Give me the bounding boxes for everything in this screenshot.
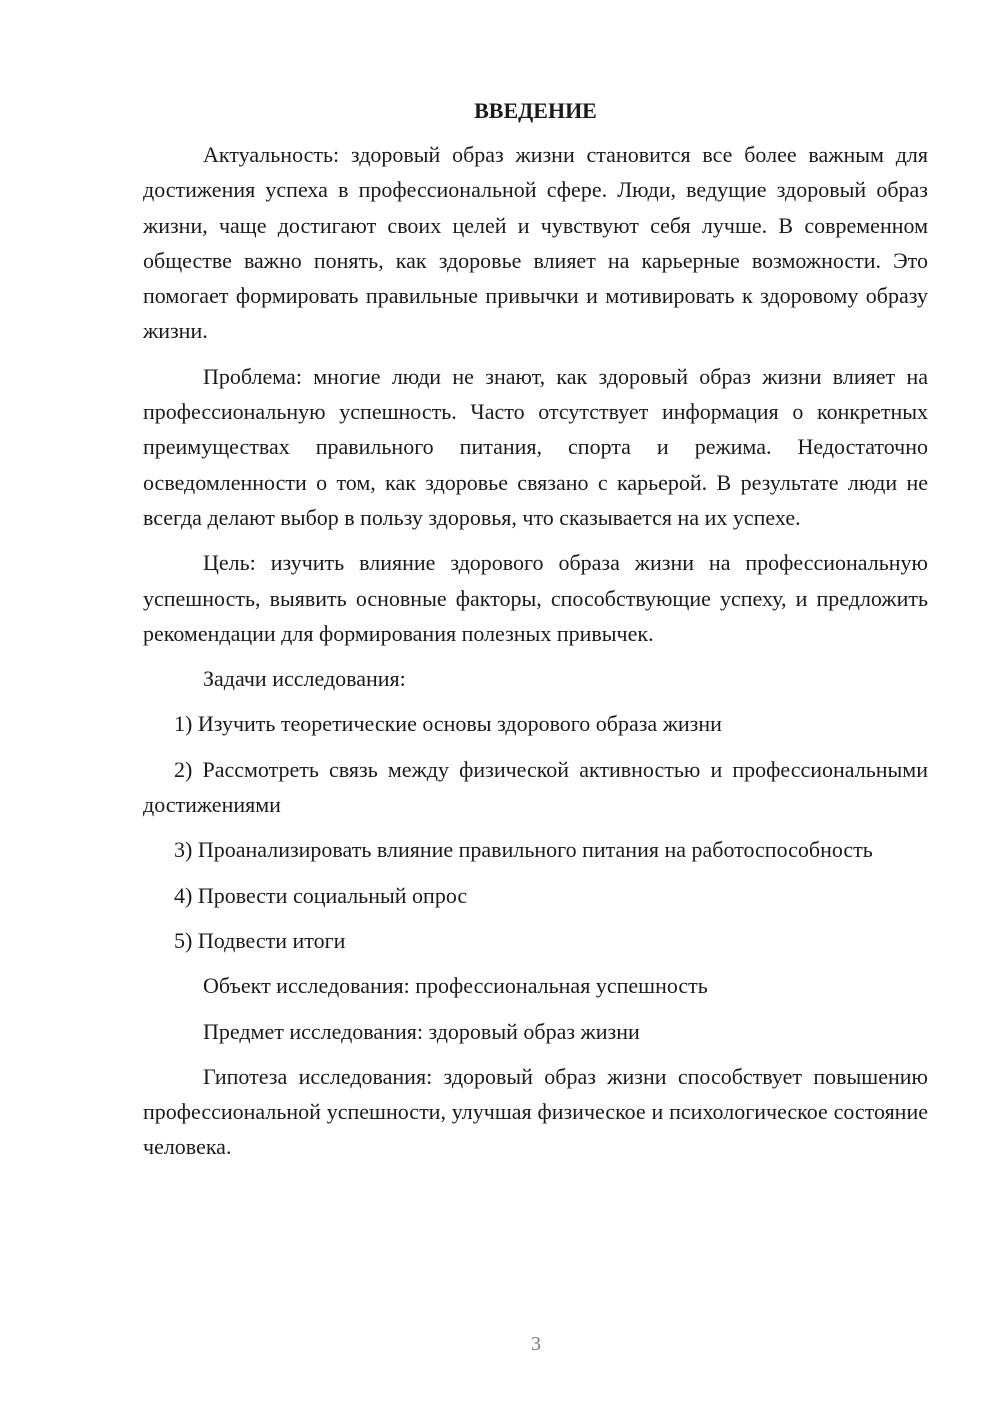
- research-hypothesis: Гипотеза исследования: здоровый образ жизни способствует повышению профессиональной успешности, улучшая физическое и психологическое состояние человека.: [143, 1063, 928, 1160]
- page-title: ВВЕДЕНИЕ: [474, 98, 597, 123]
- research-subject: Предмет исследования: здоровый образ жизни: [203, 1018, 640, 1044]
- page-number: 3: [531, 1333, 541, 1355]
- relevance-paragraph: Актуальность: здоровый образ жизни становится все более важным для достижения успеха в профессиональной сфере. Люди, ведущие здоровый образ жизни, чаще достигают своих целей и чувствуют себя лучше. В современном обществе важно понять, как здоровье влияет на карьерные возможности. Это помогает формировать правильные привычки и мотивировать к здоровому образу жизни.: [143, 142, 928, 344]
- task-item-1: 1) Изучить теоретические основы здорового образа жизни: [174, 711, 722, 737]
- page-content: [143, 95, 928, 1175]
- tasks-heading: Задачи исследования:: [203, 666, 406, 692]
- problem-paragraph: Проблема: многие люди не знают, как здоровый образ жизни влияет на профессиональную успешность. Часто отсутствует информация о конкретных преимуществах правильного питания, спорта и режима. Недостаточно осведомленности о том, как здоровье связано с карьерой. В результате люди не всегда делают выбор в пользу здоровья, что сказывается на их успехе.: [143, 363, 928, 530]
- task-item-5: 5) Подвести итоги: [174, 927, 346, 953]
- research-object: Объект исследования: профессиональная успешность: [203, 973, 708, 999]
- goal-paragraph: Цель: изучить влияние здорового образа жизни на профессиональную успешность, выявить основные факторы, способствующие успеху, и предложить рекомендации для формирования полезных привычек.: [143, 550, 928, 646]
- task-item-2: 2) Рассмотреть связь между физической активностью и профессиональными достижениями: [143, 756, 928, 818]
- task-item-4: 4) Провести социальный опрос: [174, 882, 468, 908]
- task-item-3: 3) Проанализировать влияние правильного питания на работоспособность: [174, 837, 873, 863]
